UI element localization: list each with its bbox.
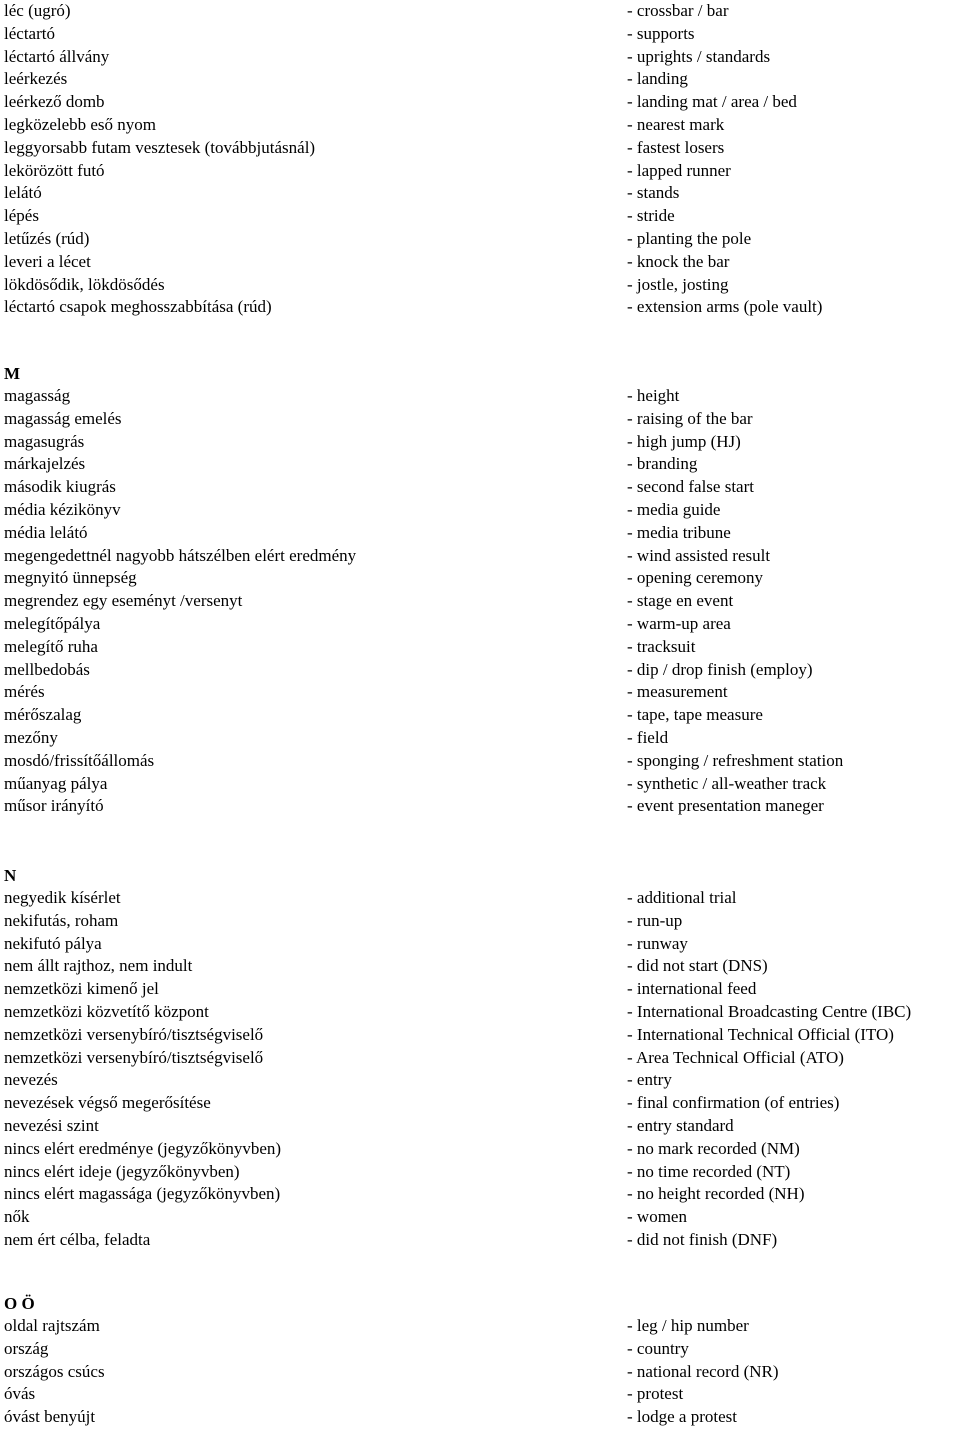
hungarian-term: leggyorsabb futam vesztesek (továbbjutásnál) [4, 137, 316, 157]
glossary-entry [0, 567, 960, 590]
english-term: - no mark recorded (NM) [627, 1138, 800, 1158]
english-term: - fastest losers [627, 137, 725, 157]
glossary-entry [0, 1206, 960, 1229]
english-term: - entry [627, 1070, 672, 1090]
glossary-entry [0, 978, 960, 1001]
hungarian-term: óvás [4, 1384, 36, 1404]
hungarian-term: nemzetközi kimenő jel [4, 979, 159, 999]
glossary-entry [0, 431, 960, 454]
glossary-entry [0, 476, 960, 499]
glossary-entry [0, 114, 960, 137]
hungarian-term: lekörözött futó [4, 160, 105, 180]
hungarian-term: negyedik kísérlet [4, 888, 121, 907]
hungarian-term: mellbedobás [4, 659, 90, 679]
section-letter-heading: M [4, 364, 21, 383]
english-term: - International Broadcasting Centre (IBC) [627, 1002, 912, 1021]
hungarian-term: nők [4, 1207, 30, 1227]
glossary-entry [0, 1183, 960, 1206]
english-term: - event presentation maneger [627, 796, 824, 816]
section-letter-heading: N [4, 866, 17, 885]
hungarian-term: nemzetközi versenybíró/tisztségviselő [4, 1047, 264, 1067]
english-term: - branding [627, 454, 698, 474]
english-term: - media guide [627, 500, 721, 519]
glossary-entry [0, 1069, 960, 1092]
english-term: - stride [627, 206, 675, 226]
glossary-entry [0, 1138, 960, 1161]
english-term: - knock the bar [627, 251, 730, 271]
english-term: - landing mat / area / bed [627, 92, 797, 112]
english-term: - stands [627, 183, 680, 203]
hungarian-term: nincs elért ideje (jegyzőkönyvben) [4, 1161, 240, 1181]
glossary-entry [0, 1383, 960, 1406]
hungarian-term: megnyitó ünnepség [4, 568, 137, 588]
glossary-entry [0, 750, 960, 773]
english-term: - did not finish (DNF) [627, 1230, 778, 1249]
english-term: - national record (NR) [627, 1361, 779, 1381]
english-term: - planting the pole [627, 229, 752, 248]
hungarian-term: lökdösődik, lökdösődés [4, 274, 165, 294]
english-term: - uprights / standards [627, 46, 771, 66]
hungarian-term: léctartó állvány [4, 46, 110, 66]
english-term: - opening ceremony [627, 568, 763, 588]
hungarian-term: nem állt rajthoz, nem indult [4, 956, 193, 976]
glossary-entry [0, 137, 960, 160]
hungarian-term: léctartó csapok meghosszabbítása (rúd) [4, 297, 272, 317]
glossary-entry [0, 1092, 960, 1115]
hungarian-term: mérés [4, 682, 45, 702]
english-term: - lapped runner [627, 160, 731, 180]
glossary-entry [0, 385, 960, 408]
english-term: - height [627, 386, 680, 405]
english-term: - run-up [627, 910, 683, 930]
english-term: - synthetic / all-weather track [627, 773, 827, 793]
english-term: - no height recorded (NH) [627, 1184, 805, 1204]
glossary-entry [0, 23, 960, 46]
hungarian-term: média lelátó [4, 522, 88, 542]
glossary-entry [0, 727, 960, 750]
hungarian-term: lépés [4, 206, 39, 226]
hungarian-term: léc (ugró) [4, 1, 71, 20]
english-term: - no time recorded (NT) [627, 1161, 791, 1181]
glossary-entry [0, 160, 960, 183]
glossary-entry [0, 522, 960, 545]
hungarian-term: mezőny [4, 728, 58, 747]
glossary-entry [0, 0, 960, 23]
english-term: - media tribune [627, 522, 731, 542]
english-term: - protest [627, 1384, 684, 1404]
hungarian-term: magasság [4, 386, 71, 405]
hungarian-term: melegítő ruha [4, 636, 98, 656]
english-term: - measurement [627, 682, 728, 702]
english-term: - sponging / refreshment station [627, 750, 844, 770]
hungarian-term: legközelebb eső nyom [4, 115, 157, 134]
glossary-entry [0, 296, 960, 319]
glossary-entry [0, 499, 960, 522]
hungarian-term: melegítőpálya [4, 614, 101, 633]
hungarian-term: oldal rajtszám [4, 1316, 100, 1335]
glossary-entry [0, 1024, 960, 1047]
english-term: - crossbar / bar [627, 1, 729, 20]
english-term: - tracksuit [627, 636, 696, 656]
english-term: - entry standard [627, 1116, 734, 1135]
english-term: - dip / drop finish (employ) [627, 659, 813, 679]
english-term: - lodge a protest [627, 1407, 737, 1427]
hungarian-term: léctartó [4, 23, 55, 43]
glossary-entry [0, 773, 960, 796]
glossary-entry [0, 910, 960, 933]
english-term: - stage en event [627, 591, 734, 611]
hungarian-term: nevezés [4, 1070, 58, 1090]
english-term: - did not start (DNS) [627, 956, 768, 976]
english-term: - raising of the bar [627, 408, 753, 428]
hungarian-term: nemzetközi közvetítő központ [4, 1002, 209, 1021]
hungarian-term: megrendez egy eseményt /versenyt [4, 591, 243, 611]
english-term: - final confirmation (of entries) [627, 1093, 840, 1113]
glossary-entry [0, 182, 960, 205]
english-term: - additional trial [627, 888, 737, 907]
hungarian-term: nemzetközi versenybíró/tisztségviselő [4, 1024, 264, 1044]
hungarian-term: ország [4, 1338, 49, 1358]
glossary-entry [0, 1315, 960, 1338]
glossary-entry [0, 1161, 960, 1184]
english-term: - tape, tape measure [627, 705, 763, 725]
hungarian-term: nem ért célba, feladta [4, 1230, 151, 1249]
glossary-entry [0, 1338, 960, 1361]
english-term: - runway [627, 933, 688, 953]
english-term: - landing [627, 69, 688, 89]
hungarian-term: nekifutás, roham [4, 910, 119, 930]
english-term: - international feed [627, 979, 757, 999]
english-term: - wind assisted result [627, 545, 771, 565]
hungarian-term: országos csúcs [4, 1361, 105, 1381]
english-term: - extension arms (pole vault) [627, 297, 823, 317]
hungarian-term: leérkezés [4, 69, 68, 89]
glossary-entry [0, 251, 960, 274]
glossary-entry [0, 1406, 960, 1429]
glossary-entry [0, 613, 960, 636]
glossary-entry [0, 933, 960, 956]
glossary-entry [0, 636, 960, 659]
english-term: - nearest mark [627, 115, 725, 134]
glossary-entry [0, 1361, 960, 1384]
glossary-entry [0, 68, 960, 91]
glossary-entry [0, 46, 960, 69]
glossary-entry [0, 1001, 960, 1024]
hungarian-term: műanyag pálya [4, 773, 108, 793]
hungarian-term: műsor irányító [4, 796, 104, 816]
english-term: - leg / hip number [627, 1316, 749, 1335]
hungarian-term: lelátó [4, 183, 42, 203]
hungarian-term: nevezések végső megerősítése [4, 1093, 211, 1113]
glossary-entry [0, 887, 960, 910]
hungarian-term: média kézikönyv [4, 500, 121, 519]
hungarian-term: óvást benyújt [4, 1407, 96, 1427]
hungarian-term: leérkező domb [4, 92, 105, 112]
glossary-entry [0, 704, 960, 727]
english-term: - field [627, 728, 669, 747]
glossary-entry [0, 91, 960, 114]
glossary-entry [0, 1047, 960, 1070]
hungarian-term: magasugrás [4, 431, 85, 451]
english-term: - second false start [627, 477, 754, 497]
english-term: - Area Technical Official (ATO) [627, 1047, 844, 1067]
hungarian-term: nincs elért eredménye (jegyzőkönyvben) [4, 1138, 282, 1158]
english-term: - women [627, 1207, 687, 1227]
glossary-entry [0, 795, 960, 818]
glossary-entry [0, 659, 960, 682]
glossary-entry [0, 228, 960, 251]
english-term: - warm-up area [627, 614, 731, 633]
english-term: - International Technical Official (ITO) [627, 1024, 894, 1044]
hungarian-term: nincs elért magassága (jegyzőkönyvben) [4, 1184, 281, 1204]
hungarian-term: mosdó/frissítőállomás [4, 750, 155, 770]
english-term: - jostle, josting [627, 274, 729, 294]
hungarian-term: nevezési szint [4, 1116, 99, 1135]
glossary-entry [0, 1229, 960, 1252]
hungarian-term: magasság emelés [4, 408, 122, 428]
hungarian-term: mérőszalag [4, 705, 82, 725]
glossary-entry [0, 955, 960, 978]
hungarian-term: megengedettnél nagyobb hátszélben elért eredmény [4, 545, 357, 565]
glossary-entry [0, 1115, 960, 1138]
glossary-entry [0, 681, 960, 704]
glossary-entry [0, 590, 960, 613]
glossary-entry [0, 545, 960, 568]
english-term: - supports [627, 23, 695, 43]
glossary-entry [0, 408, 960, 431]
hungarian-term: nekifutó pálya [4, 933, 102, 953]
glossary-entry [0, 274, 960, 297]
hungarian-term: márkajelzés [4, 454, 86, 474]
glossary-entry [0, 453, 960, 476]
hungarian-term: leveri a lécet [4, 251, 91, 271]
english-term: - high jump (HJ) [627, 431, 741, 451]
section-letter-heading: O Ö [4, 1294, 35, 1313]
glossary-entry [0, 205, 960, 228]
hungarian-term: második kiugrás [4, 477, 116, 497]
hungarian-term: letűzés (rúd) [4, 229, 90, 248]
english-term: - country [627, 1338, 689, 1358]
